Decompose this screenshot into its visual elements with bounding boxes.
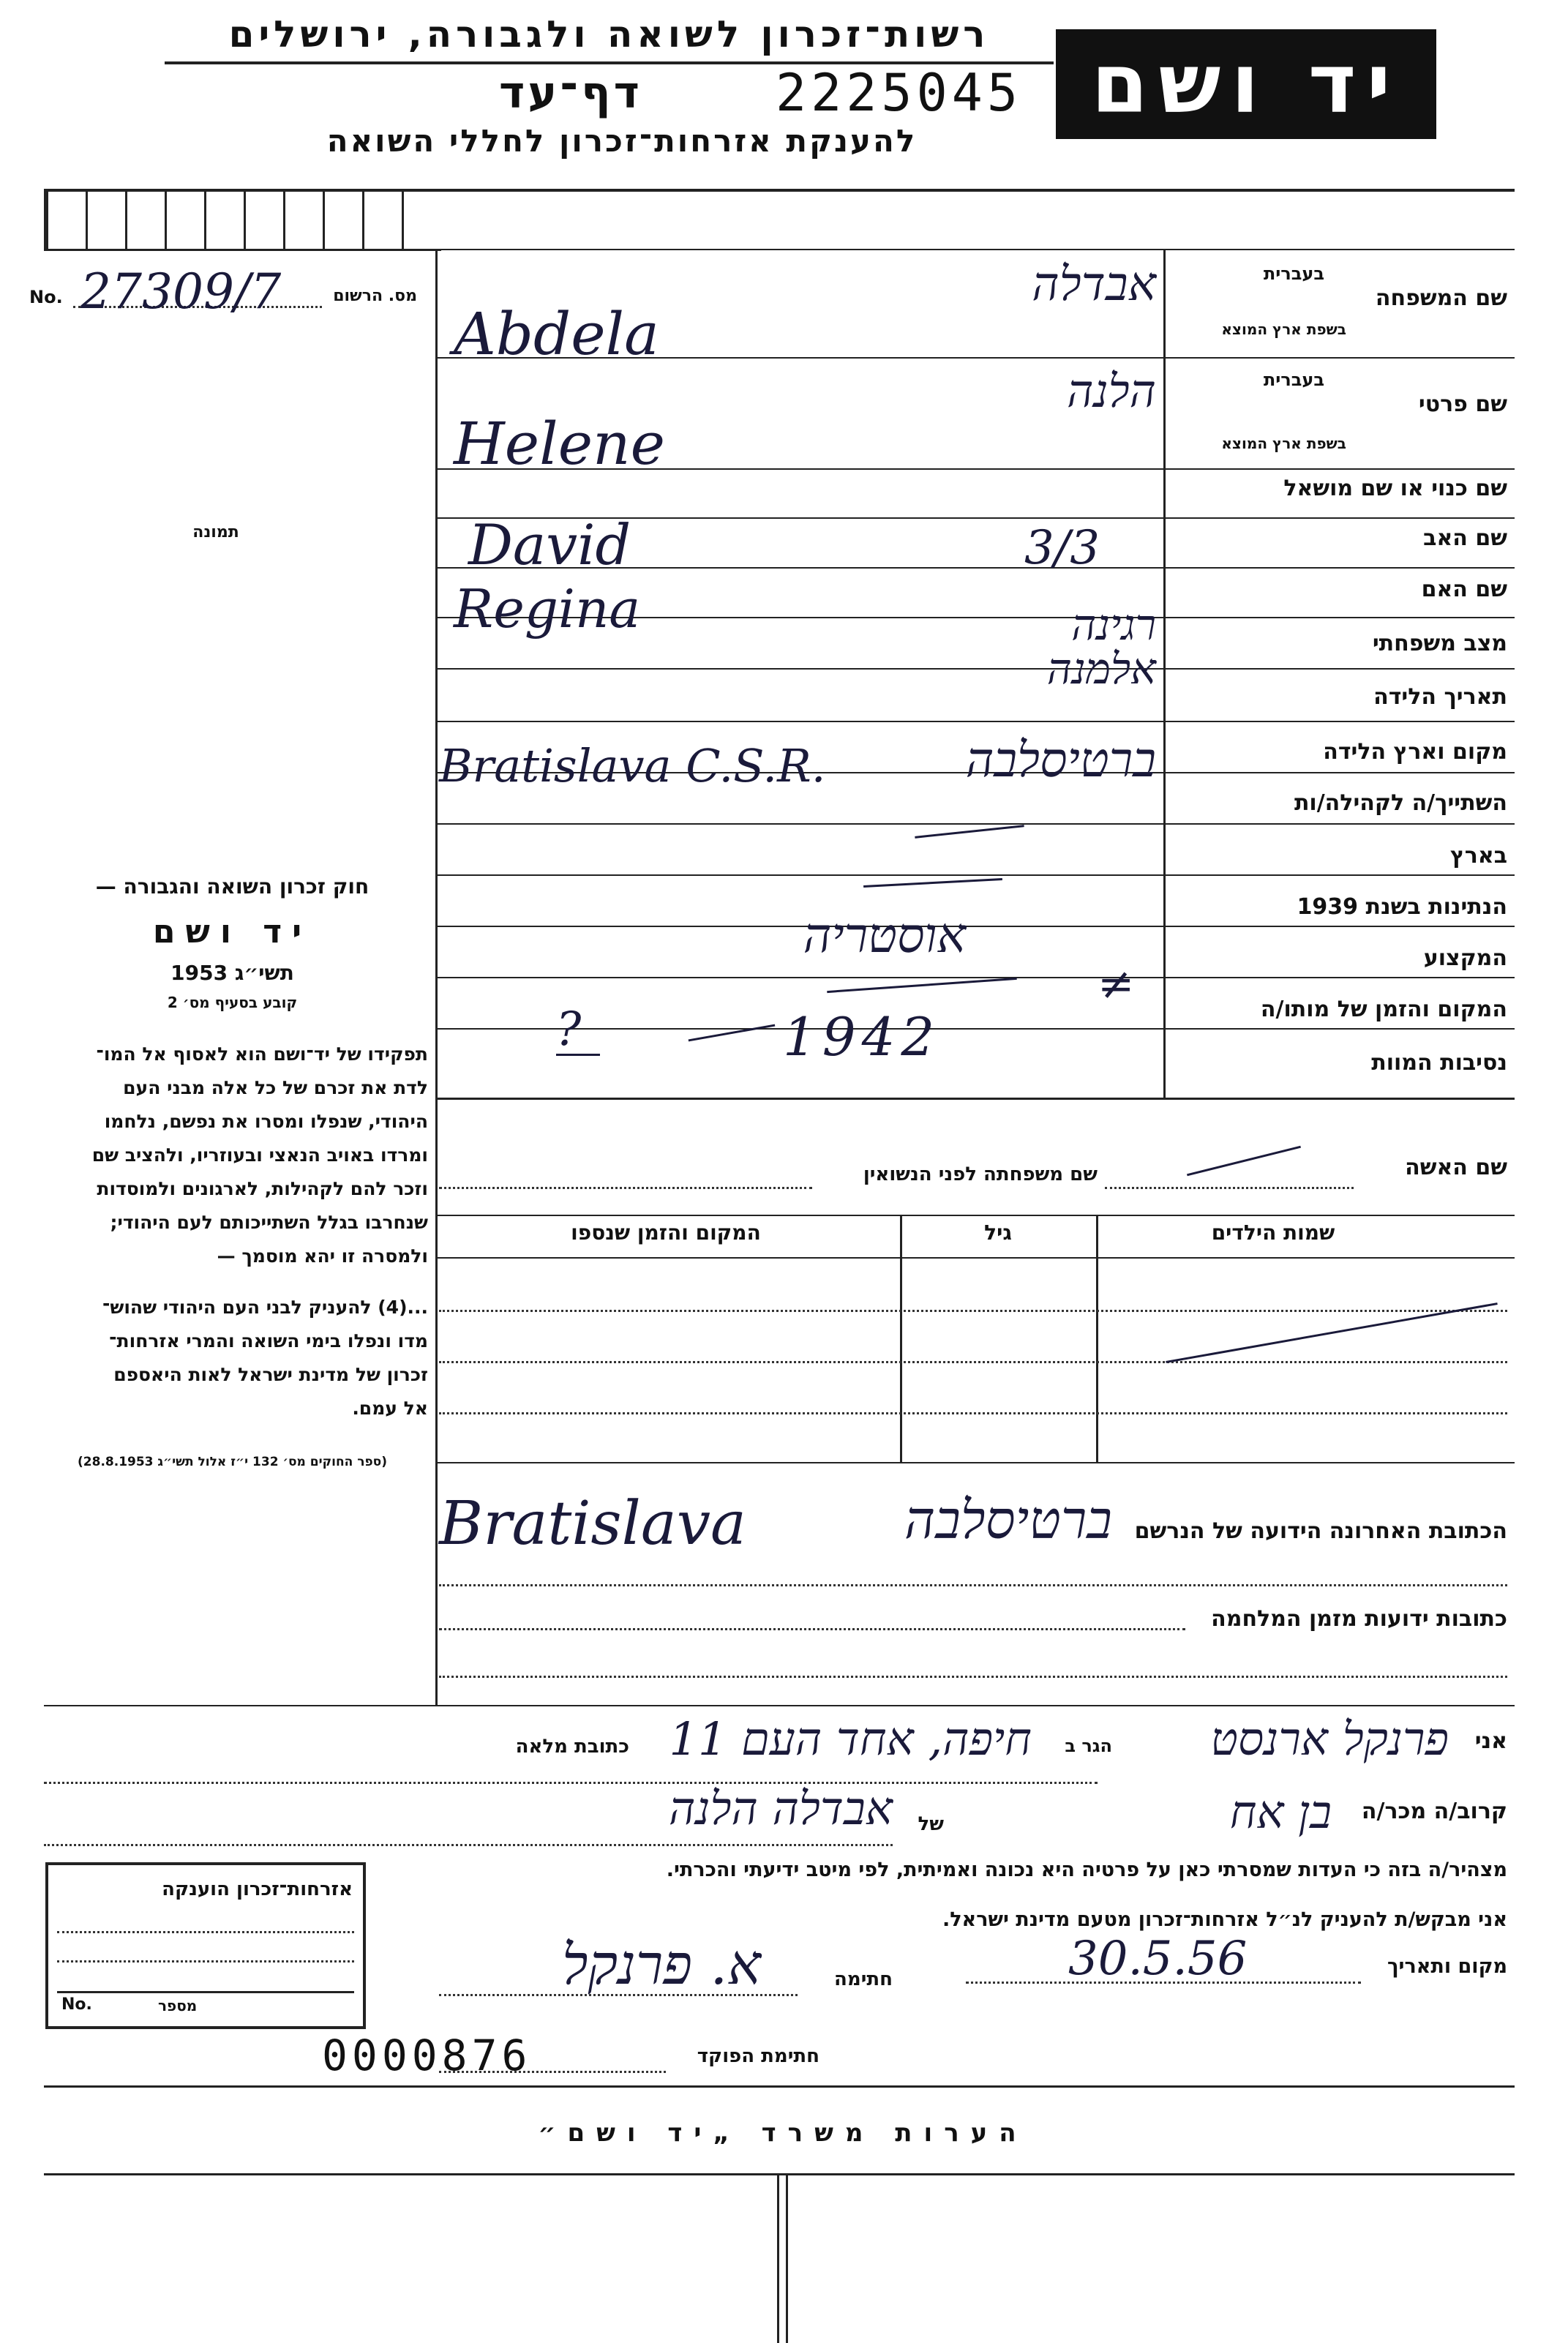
mother-label: שם האם bbox=[1421, 577, 1507, 602]
place-date-label: מקום ותאריך bbox=[1387, 1955, 1507, 1978]
birthplace-latin-value[interactable]: Bratislava C.S.R. bbox=[439, 739, 826, 792]
children-names-header: שמות הילדים bbox=[1211, 1221, 1335, 1245]
marital-status-value[interactable]: אלמנה bbox=[1046, 644, 1156, 694]
place-date-value[interactable]: 30.5.56 bbox=[1068, 1932, 1248, 1986]
dash-mark bbox=[915, 825, 1024, 839]
law-line: ולמסרה זו יהא מוסמך — bbox=[217, 1245, 428, 1267]
in-country-label: בארץ bbox=[1449, 843, 1507, 869]
law-line: ...(4) להעניק לבני העם היהודי שהוש־ bbox=[102, 1297, 428, 1318]
law-line: מדו ונפלו בימי השואה והמרי אזרחות־ bbox=[109, 1330, 428, 1352]
death-place-time-label: המקום והזמן של מותו/ה bbox=[1260, 997, 1507, 1022]
table-top-rule bbox=[435, 1215, 1515, 1216]
law-line: היהודי, שנפלו ומסרו את נפשם, נלחמו bbox=[104, 1111, 428, 1132]
citizenship-box-dotline bbox=[57, 1960, 354, 1963]
strip-bottom-rule bbox=[44, 249, 1515, 250]
dash-mark bbox=[863, 878, 1002, 888]
family-name-hebrew-value[interactable]: אבדלה bbox=[1032, 258, 1156, 312]
marital-status-label: מצב משפחתי bbox=[1372, 631, 1507, 656]
dash-mark bbox=[827, 978, 1017, 993]
citizenship-box-title: אזרחות־זכרון הוענקה bbox=[162, 1878, 353, 1900]
children-age-header: גיל bbox=[984, 1221, 1012, 1245]
citizenship-box-no-label: No. bbox=[61, 1995, 92, 2014]
citizenship-box-number-label: מספר bbox=[158, 1997, 198, 2014]
dash-mark bbox=[689, 1024, 776, 1042]
form-number: 2225045 bbox=[776, 63, 1023, 123]
nationality-1939-label: הנתינות בשנת 1939 bbox=[1297, 894, 1507, 920]
declaration-i-label: אני bbox=[1474, 1728, 1507, 1754]
family-name-hebrew-label: בעברית bbox=[1263, 263, 1324, 284]
registration-label: מס. הרשום bbox=[333, 287, 417, 305]
row-rule bbox=[435, 874, 1515, 876]
signature-label: חתימה bbox=[834, 1968, 893, 1990]
form-subtitle: להענקת אזרחות־זכרון לחללי השואה bbox=[326, 123, 918, 159]
declarant-address-value[interactable]: חיפה, אחד העם 11 bbox=[669, 1712, 1032, 1766]
address-bottom-rule bbox=[44, 1705, 1515, 1706]
death-question-mark[interactable]: ? bbox=[556, 1002, 582, 1057]
registration-no-label: No. bbox=[29, 287, 63, 307]
address-dotline bbox=[439, 1584, 1507, 1586]
law-line: ומרדו באויב הנאצי ובעוזריו, ולהציב שם bbox=[91, 1144, 428, 1166]
citizenship-granted-box bbox=[45, 1862, 366, 2029]
form-type: דף־עד bbox=[499, 67, 642, 119]
remarks-top-rule bbox=[44, 2085, 1515, 2088]
label-column-divider bbox=[1163, 249, 1166, 1098]
signature-value[interactable]: א. פרנקל bbox=[561, 1932, 761, 1997]
war-addresses-label: כתובות ידועות מזמן המלחמה bbox=[1211, 1606, 1507, 1632]
profession-mark: ≠ bbox=[1098, 959, 1135, 1010]
first-name-label: שם פרטי bbox=[1418, 391, 1507, 417]
row-rule bbox=[435, 1098, 1515, 1100]
law-line: וזכר להם לקהילות, לארגונים ולמוסדות bbox=[97, 1178, 428, 1199]
spouse-dotline bbox=[1105, 1187, 1354, 1189]
stamp-number: 0000876 bbox=[322, 2031, 532, 2080]
nationality-value[interactable]: אוסטריה bbox=[803, 907, 966, 964]
family-name-origin-value[interactable]: Abdela bbox=[454, 300, 659, 368]
spouse-label: שם האשה bbox=[1405, 1155, 1507, 1180]
declaration-dotline bbox=[44, 1844, 893, 1846]
citizenship-box-dotline bbox=[57, 1931, 354, 1933]
spouse-maiden-dotline bbox=[439, 1187, 812, 1189]
profession-label: המקצוע bbox=[1423, 945, 1507, 971]
last-address-latin-value[interactable]: Bratislava bbox=[439, 1489, 746, 1559]
family-name-label: שם המשפחה bbox=[1375, 285, 1507, 311]
law-line: תפקידו של יד־ושם הוא לאסוף אל המו־ bbox=[96, 1043, 428, 1065]
declarant-name-value[interactable]: פרנקל ארנסט bbox=[1210, 1712, 1449, 1766]
declaration-statement-1: מצהיר/ה בזה כי העדות שמסרתי כאן על פרטיה היא נכונה ואמיתית, לפי מיטב ידיעתי והכרתי. bbox=[666, 1859, 1507, 1881]
law-line: לדת את זכרם של כל אלה מבני העם bbox=[123, 1077, 428, 1098]
resides-label: הגר ב bbox=[1065, 1736, 1112, 1756]
yad-vashem-logo: יד ושם bbox=[1056, 29, 1436, 139]
first-name-hebrew-label: בעברית bbox=[1263, 370, 1324, 390]
row-rule bbox=[435, 926, 1515, 927]
address-dotline bbox=[439, 1676, 1507, 1678]
law-line: זכרון של מדינת ישראל לאות היאספם bbox=[113, 1364, 428, 1385]
officer-signature-label: חתימת הפוקד bbox=[697, 2045, 819, 2067]
code-boxes bbox=[44, 189, 441, 251]
row-rule bbox=[435, 823, 1515, 825]
dash-mark bbox=[556, 1054, 600, 1056]
dash-mark bbox=[1187, 1146, 1301, 1177]
photo-label: תמונה bbox=[192, 523, 239, 541]
relative-label: קרוב/ה מכר/ה bbox=[1361, 1799, 1507, 1824]
father-note[interactable]: 3/3 bbox=[1024, 521, 1100, 575]
last-address-hebrew-value[interactable]: ברטיסלבה bbox=[904, 1489, 1112, 1551]
remarks-header-rule bbox=[44, 2173, 1515, 2175]
nickname-label: שם כנוי או שם מושאל bbox=[1283, 476, 1507, 501]
declaration-statement-2: אני מבקש/ת להעניק לנ״ל אזרחות־זכרון מטעם מדינת ישראל. bbox=[942, 1908, 1507, 1931]
death-year-value[interactable]: 1942 bbox=[783, 1006, 941, 1068]
father-label: שם האב bbox=[1423, 525, 1507, 551]
address-dotline bbox=[439, 1628, 1185, 1630]
first-name-origin-value[interactable]: Helene bbox=[454, 410, 665, 478]
registration-number: 27309/7 bbox=[80, 263, 282, 320]
birthdate-label: תאריך הלידה bbox=[1373, 684, 1507, 710]
remarks-title: הערות משרד „יד ושם״ bbox=[538, 2118, 1028, 2148]
birthplace-label: מקום וארץ הלידה bbox=[1323, 739, 1507, 765]
spouse-maiden-label: שם משפחתה לפני הנשואין bbox=[863, 1163, 1098, 1185]
table-bottom-rule bbox=[435, 1462, 1515, 1463]
citizenship-box-rule bbox=[57, 1991, 354, 1993]
last-address-label: הכתובת האחרונה הידועה של הנרשם bbox=[1134, 1518, 1507, 1544]
authority-title: רשות־זכרון לשואה ולגבורה, ירושלים bbox=[228, 13, 990, 56]
of-label: של bbox=[918, 1813, 944, 1835]
of-value[interactable]: אבדלה הלנה bbox=[669, 1782, 893, 1835]
full-address-label: כתובת מלאה bbox=[515, 1736, 629, 1758]
mother-hebrew-value[interactable]: רגינה bbox=[1071, 600, 1156, 650]
birthplace-hebrew-value[interactable]: ברטיסלבה bbox=[965, 732, 1156, 788]
table-header-rule bbox=[435, 1257, 1515, 1259]
law-clause: קובע בסעיף מס׳ 2 bbox=[167, 994, 298, 1011]
table-col-divider bbox=[1096, 1215, 1098, 1463]
law-name: יד ושם bbox=[152, 913, 312, 951]
first-name-hebrew-value[interactable]: הלנה bbox=[1067, 364, 1156, 418]
mother-value[interactable]: Regina bbox=[454, 578, 641, 640]
children-place-header: המקום והזמן שנספו bbox=[571, 1221, 761, 1245]
death-cause-label: נסיבות המוות bbox=[1371, 1050, 1507, 1076]
law-title: חוק זכרון השואה והגבורה — bbox=[95, 874, 370, 899]
remarks-divider bbox=[777, 2173, 779, 2343]
table-dotline bbox=[439, 1310, 1507, 1312]
row-rule bbox=[435, 1028, 1515, 1030]
father-value[interactable]: David bbox=[468, 512, 631, 577]
law-line: שנחרבו בגלל השתייכותם לעם היהודי; bbox=[110, 1212, 428, 1233]
table-dotline bbox=[439, 1412, 1507, 1414]
first-name-origin-label: בשפת ארץ המוצא bbox=[1221, 435, 1346, 452]
row-rule bbox=[435, 721, 1515, 722]
law-text-block bbox=[37, 874, 428, 1469]
community-label: השתייך/ה לקהילה/ות bbox=[1294, 790, 1507, 816]
law-year: תשי״ג 1953 bbox=[170, 961, 294, 985]
relation-value[interactable]: בן אח bbox=[1229, 1785, 1332, 1839]
table-col-divider bbox=[900, 1215, 902, 1463]
family-name-origin-label: בשפת ארץ המוצא bbox=[1221, 320, 1346, 338]
law-line: אל עמם. bbox=[352, 1398, 428, 1419]
table-dotline bbox=[439, 1361, 1507, 1363]
remarks-divider bbox=[786, 2173, 788, 2343]
row-rule bbox=[435, 977, 1515, 978]
law-citation: (ספר החוקים מס׳ 132 י״ז אלול תשי״ג 28.8.1953) bbox=[78, 1455, 387, 1469]
